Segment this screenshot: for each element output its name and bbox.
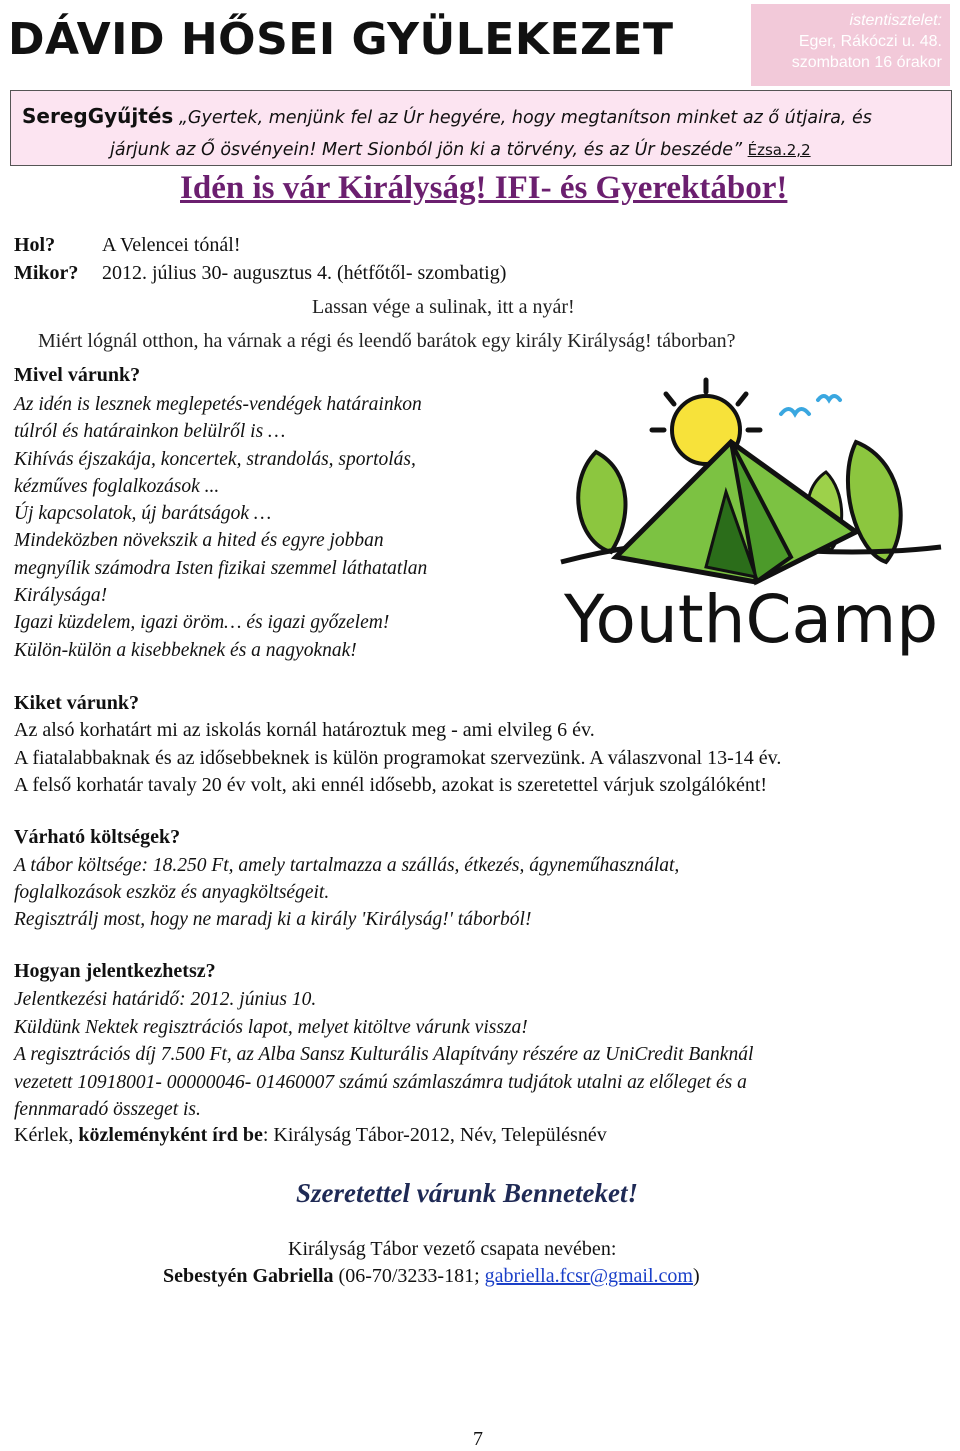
mivel-line: Királysága! <box>14 585 108 607</box>
cost-line: A tábor költsége: 18.250 Ft, amely tartalmazza a szállás, étkezés, ágyneműhasználat, <box>14 855 680 876</box>
register-line: Küldünk Nektek regisztrációs lapot, melyet kitöltve várunk vissza! <box>14 1016 528 1038</box>
camp-title: Idén is vár Királyság! IFI- és Gyerektábor! <box>180 170 788 206</box>
request-pre: Kérlek, <box>14 1124 79 1146</box>
where-value: A Velencei tónál! <box>102 234 241 256</box>
welcome-heading: Szeretettel várunk Benneteket! <box>296 1178 638 1208</box>
register-line: fennmaradó összeget is. <box>14 1099 201 1120</box>
cost-text <box>14 852 679 933</box>
church-name: DÁVID HŐSEI GYÜLEKEZET <box>8 14 674 65</box>
mivel-line: Igazi küzdelem, igazi öröm… és igazi győzelem! <box>14 612 390 634</box>
mivel-line: Külön-külön a kisebbeknek és a nagyoknak! <box>14 639 357 661</box>
signature-on-behalf: Királyság Tábor vezető csapata nevében: <box>288 1238 617 1260</box>
kiket-heading: Kiket várunk? <box>14 692 140 714</box>
quote-reference: Ézsa.2,2 <box>747 141 811 159</box>
contact-phone: (06-70/3233-181; <box>333 1265 485 1287</box>
register-heading: Hogyan jelentkezhetsz? <box>14 960 216 982</box>
when-row <box>14 262 506 285</box>
register-line: Jelentkezési határidő: 2012. június 10. <box>14 989 317 1010</box>
intro-line-2: Miért lógnál otthon, ha várnak a régi és leendő barátok egy király Királyság! táborban? <box>38 330 736 352</box>
cost-line: Regisztrálj most, hogy ne maradj ki a király 'Királyság!' táborból! <box>14 909 532 930</box>
register-line: A regisztrációs díj 7.500 Ft, az Alba Sansz Kulturális Alapítvány részére az UniCredit Banknál <box>14 1044 754 1065</box>
contact-name: Sebestyén Gabriella <box>163 1265 334 1287</box>
mivel-line: Új kapcsolatok, új barátságok … <box>14 503 272 525</box>
seregygujtes-brand: SeregGyűjtés <box>22 104 174 128</box>
tent-icon <box>616 442 856 582</box>
contact-close: ) <box>692 1265 700 1287</box>
service-info-box <box>751 4 950 86</box>
kiket-line: A fiatalabbaknak és az idősebbeknek is külön programokat szervezünk. A válaszvonal 13-14 év. <box>14 746 782 769</box>
youth-camp-illustration <box>556 372 946 672</box>
quote-line-1 <box>22 104 872 128</box>
mivel-line: Mindeközben növekszik a hited és egyre jobban <box>14 530 384 552</box>
mivel-text <box>14 391 427 664</box>
signature-contact <box>163 1265 700 1288</box>
mivel-line: megnyílik számodra Isten fizikai szemmel láthatatlan <box>14 557 428 579</box>
mivel-line: kézműves foglalkozások ... <box>14 475 220 497</box>
where-label: Hol? <box>14 234 56 256</box>
payment-note-request <box>14 1124 607 1147</box>
mivel-heading: Mivel várunk? <box>14 364 141 386</box>
mivel-line: Az idén is lesznek meglepetés-vendégek határainkon <box>14 394 422 415</box>
quote-line-2 <box>110 140 811 160</box>
intro-line-1: Lassan vége a sulinak, itt a nyár! <box>312 296 575 318</box>
cost-line: foglalkozások eszköz és anyagköltségeit. <box>14 882 330 903</box>
cost-heading: Várható költségek? <box>14 826 181 848</box>
kiket-line: Az alsó korhatárt mi az iskolás kornál határoztuk meg - ami elvileg 6 év. <box>14 719 595 741</box>
mivel-line: Kihívás éjszakája, koncertek, strandolás, sportolás, <box>14 448 416 470</box>
where-row <box>14 234 240 257</box>
youth-camp-caption: YouthCamp <box>564 581 939 658</box>
service-address: Eger, Rákóczi u. 48. <box>798 33 942 50</box>
quote-text-1: „Gyertek, menjünk fel az Úr hegyére, hogy megtanítson minket az ő útjaira, és <box>173 108 872 128</box>
birds-icon <box>781 396 840 414</box>
service-time: szombaton 16 órakor <box>791 54 942 71</box>
register-line: vezetett 10918001- 00000046- 01460007 számú számlaszámra tudjátok utalni az előleget és a <box>14 1071 747 1093</box>
register-text <box>14 986 753 1124</box>
quote-text-2: járjunk az Ő ösvényein! Mert Sionból jön ki a törvény, és az Úr beszéde” <box>110 140 748 160</box>
email-link[interactable]: gabriella.fcsr@gmail.com <box>484 1265 693 1287</box>
when-value: 2012. július 30- augusztus 4. (hétfőtől- szombatig) <box>102 262 507 284</box>
when-label: Mikor? <box>14 262 79 284</box>
page-number: 7 <box>473 1428 483 1450</box>
request-bold: közleményként írd be <box>78 1124 263 1146</box>
kiket-line: A felső korhatár tavaly 20 év volt, aki ennél idősebb, azokat is szeretettel várjuk szolgálóként! <box>14 774 768 796</box>
request-post: : Királyság Tábor-2012, Név, Településnév <box>262 1124 607 1146</box>
mivel-line: túlról és határainkon belülről is … <box>14 421 286 443</box>
kiket-text <box>14 717 781 800</box>
service-label: istentisztelet: <box>849 12 942 29</box>
